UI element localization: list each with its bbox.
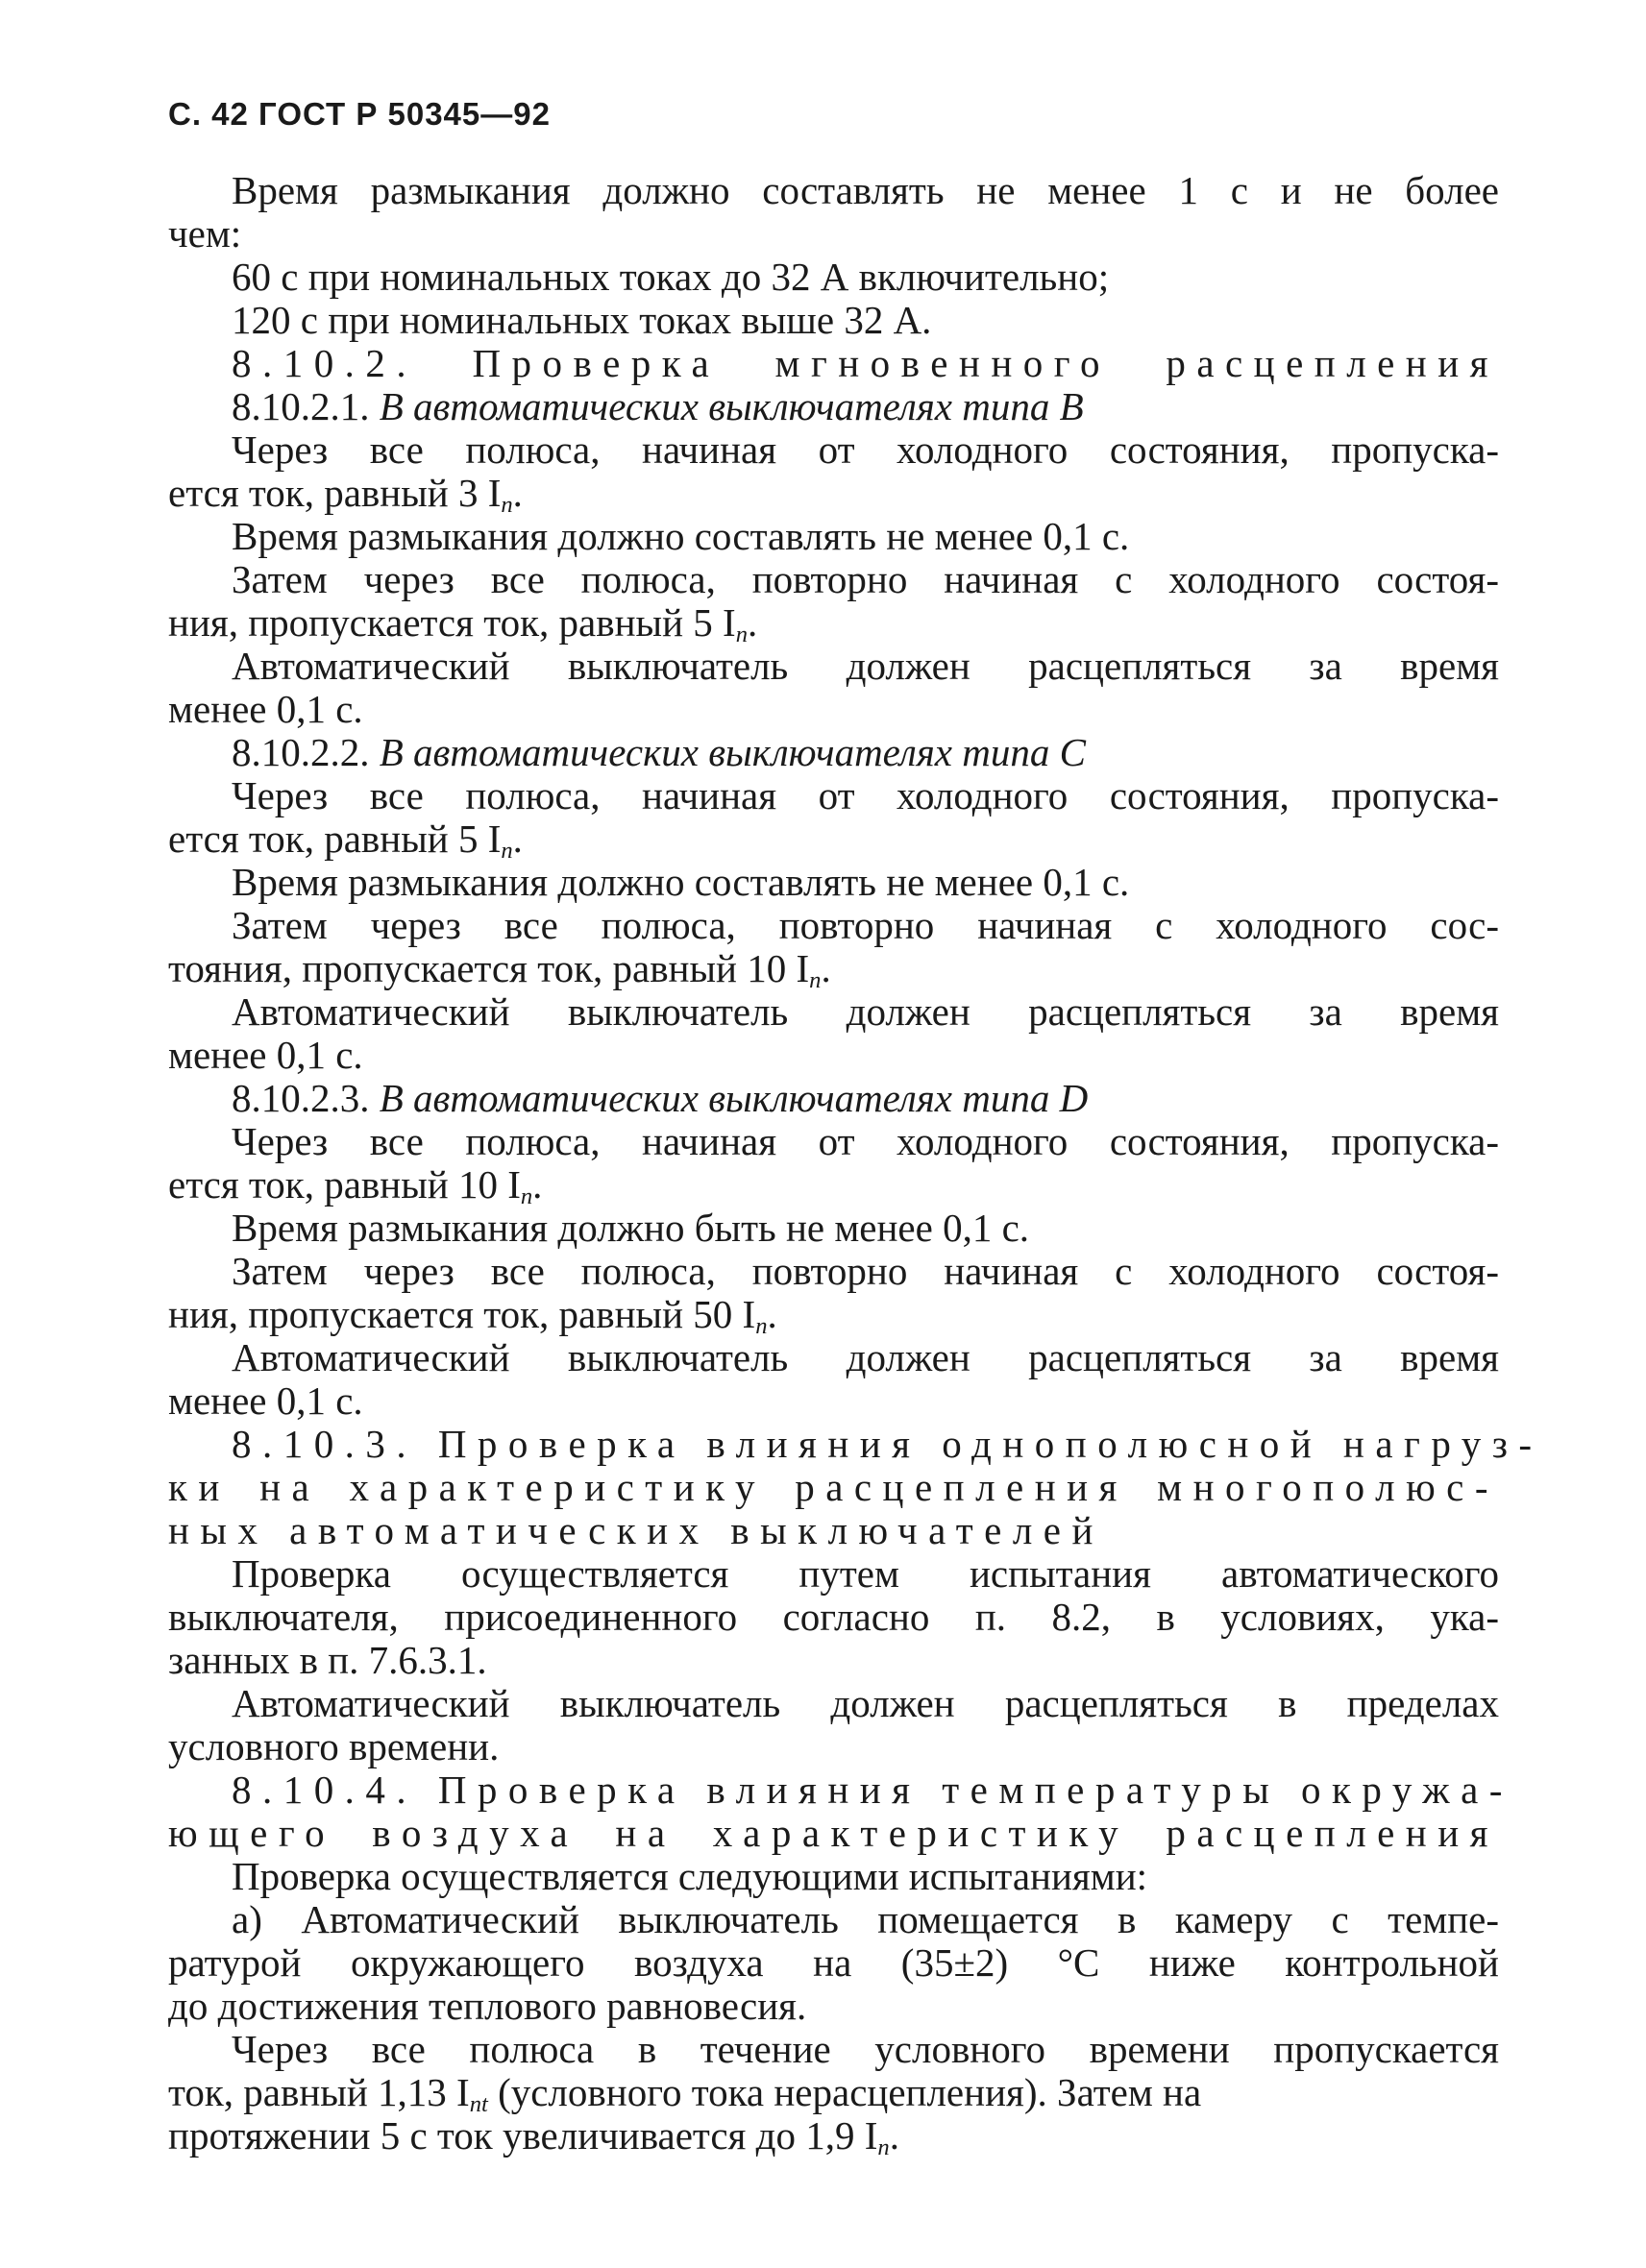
text-line: Проверка осуществляется следующими испытаниями: [232,1854,1148,1898]
text-line: условного времени. [168,1724,500,1768]
text-line: ния, пропускается ток, равный 5 $I_n$. [168,600,758,648]
section-heading: ющего воздуха на характеристику расцепления [168,1811,1499,1855]
text-line: Время размыкания должно составлять не менее 0,1 с. [232,860,1130,904]
section-heading: 8.10.2. Проверка мгновенного расцепления [232,341,1499,385]
text-line: менее 0,1 с. [168,1033,363,1077]
text-line: ратурой окружающего воздуха на (35±2) °С ниже контрольной [168,1940,1499,1985]
section-heading: ных автоматических выключателей [168,1508,1104,1552]
text-line: до достижения теплового равновесия. [168,1984,807,2028]
text-line: Через все полюса в течение условного времени пропускается [232,2027,1499,2071]
page-header: С. 42 ГОСТ Р 50345—92 [168,96,551,132]
text-line: Автоматический выключатель должен расцепляться за время [232,1335,1499,1379]
text-line: Затем через все полюса, повторно начиная с холодного сос- [232,903,1499,947]
text-line: протяжении 5 с ток увеличивается до 1,9 $I_n$. [168,2113,899,2161]
text-line: Затем через все полюса, повторно начиная с холодного состоя- [232,1249,1499,1293]
document-page [168,96,1543,2161]
text-line: Затем через все полюса, повторно начиная с холодного состоя- [232,557,1499,601]
text-line: Через все полюса, начиная от холодного состояния, пропуска- [232,427,1499,472]
text-line: 60 с при номинальных токах до 32 А включительно; [232,255,1110,299]
text-line: Через все полюса, начиная от холодного состояния, пропуска- [232,1119,1499,1163]
text-line: менее 0,1 с. [168,687,363,731]
subsection-heading: 8.10.2.1. В автоматических выключателях типа B [232,384,1084,428]
text-body [168,168,1543,2161]
subsection-heading: 8.10.2.2. В автоматических выключателях типа C [232,730,1086,774]
section-heading: 8.10.4. Проверка влияния температуры окружа- [232,1768,1513,1812]
section-heading: 8.10.3. Проверка влияния однополюсной нагруз- [232,1422,1543,1466]
text-line: Автоматический выключатель должен расцепляться за время [232,989,1499,1034]
text-line: Время размыкания должно быть не менее 0,1 с. [232,1206,1030,1250]
text-line: 120 с при номинальных токах выше 32 А. [232,298,932,342]
text-line: ется ток, равный 10 $I_n$. [168,1162,543,1210]
subsection-heading: 8.10.2.3. В автоматических выключателях типа D [232,1076,1089,1120]
section-heading: ки на характеристику расцепления многополюс- [168,1465,1499,1509]
text-line: тояния, пропускается ток, равный 10 $I_n$. [168,946,831,994]
text-line: ется ток, равный 5 $I_n$. [168,817,523,865]
text-line: ется ток, равный 3 $I_n$. [168,471,523,519]
text-line: занных в п. 7.6.3.1. [168,1638,487,1682]
text-line: ток, равный 1,13 $I_{nt}$ (условного тока нерасцепления). Затем на [168,2070,1202,2118]
text-line: Время размыкания должно составлять не менее 1 с и не более [232,168,1499,212]
text-line: Через все полюса, начиная от холодного состояния, пропуска- [232,773,1499,817]
text-line: Проверка осуществляется путем испытания автоматического [232,1551,1499,1596]
text-line: Автоматический выключатель должен расцепляться за время [232,644,1499,688]
text-line: ния, пропускается ток, равный 50 $I_n$. [168,1292,777,1340]
text-line: выключателя, присоединенного согласно п. 8.2, в условиях, ука- [168,1595,1499,1639]
text-line: Время размыкания должно составлять не менее 0,1 с. [232,514,1130,558]
text-line: чем: [168,211,242,256]
text-line: Автоматический выключатель должен расцепляться в пределах [232,1681,1499,1725]
text-line: а) Автоматический выключатель помещается в камеру с темпе- [232,1897,1499,1941]
text-line: менее 0,1 с. [168,1378,363,1423]
